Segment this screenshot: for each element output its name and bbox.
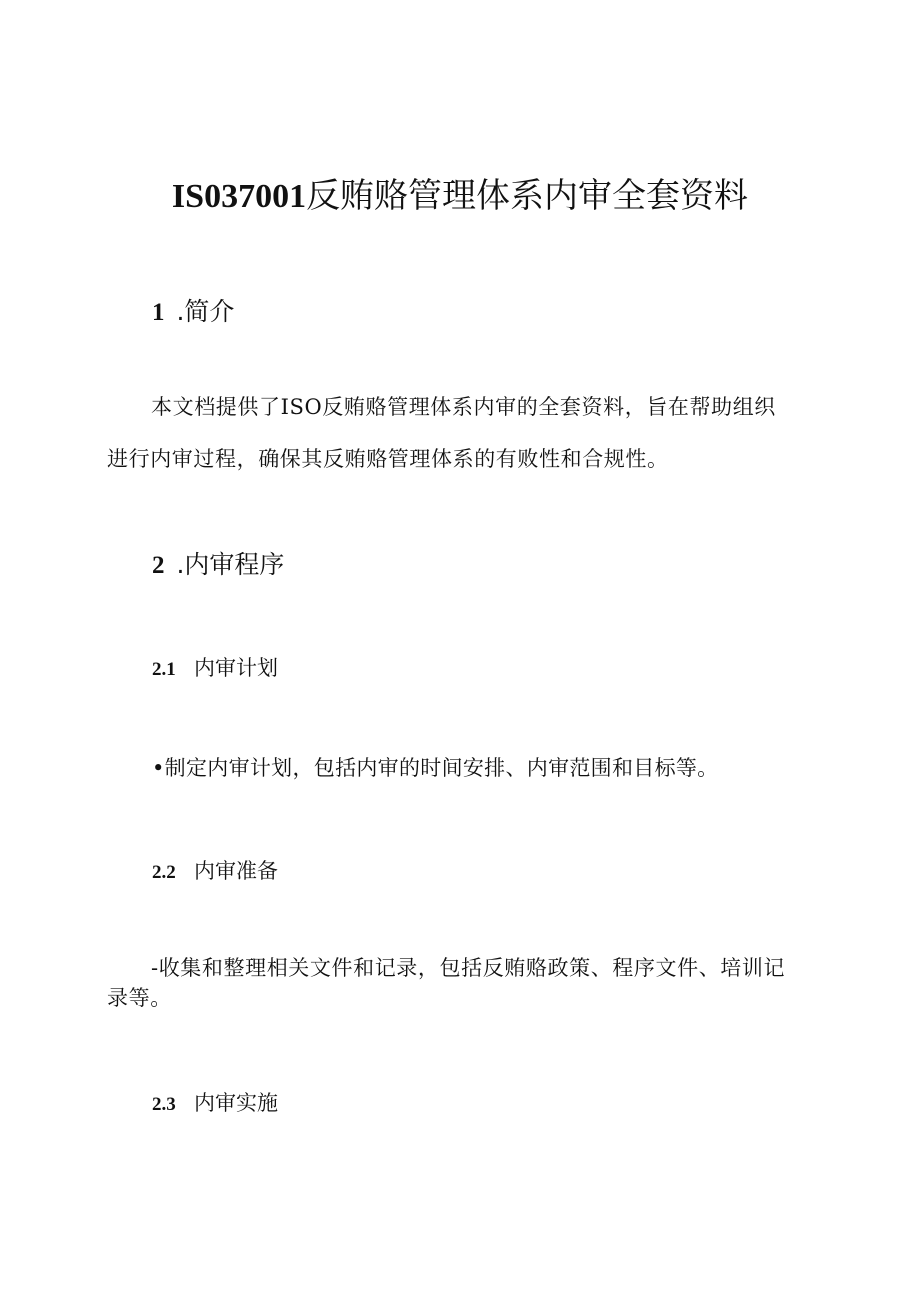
section-1-title: .简介 [176,297,235,326]
subsection-2-3-title: 内审实施 [194,1091,278,1115]
section-2-number: 2 [152,552,165,579]
document-title-code: IS037001 [171,178,307,215]
document-title-text: 反贿赂管理体系内审全套资料 [306,176,749,216]
subsection-2-3-heading [152,1087,278,1117]
section-2-heading [152,545,284,581]
section-2-title: .内审程序 [176,550,285,579]
section-1-number: 1 [152,299,165,326]
subsection-2-2-title: 内审准备 [194,859,278,883]
subsection-2-1-number: 2.1 [152,659,176,680]
subsection-2-1-title: 内审计划 [194,656,278,680]
subsection-2-1-body: •制定内审计划，包括内审的时间安排、内审范围和目标等。 [152,756,719,780]
subsection-2-2-heading [152,855,278,885]
subsection-2-1-heading [152,652,278,682]
subsection-2-2-number: 2.2 [152,862,176,883]
subsection-2-2-body: -收集和整理相关文件和记录，包括反贿赂政策、程序文件、培训记录等。 [107,956,786,1010]
section-1-body: 本文档提供了ISO反贿赂管理体系内审的全套资料，旨在帮助组织进行内审过程，确保其反贿赂管理体系的有败性和合规性。 [107,395,776,471]
document-title [0,168,920,217]
subsection-2-3-number: 2.3 [152,1094,176,1115]
section-1-heading [152,292,234,328]
